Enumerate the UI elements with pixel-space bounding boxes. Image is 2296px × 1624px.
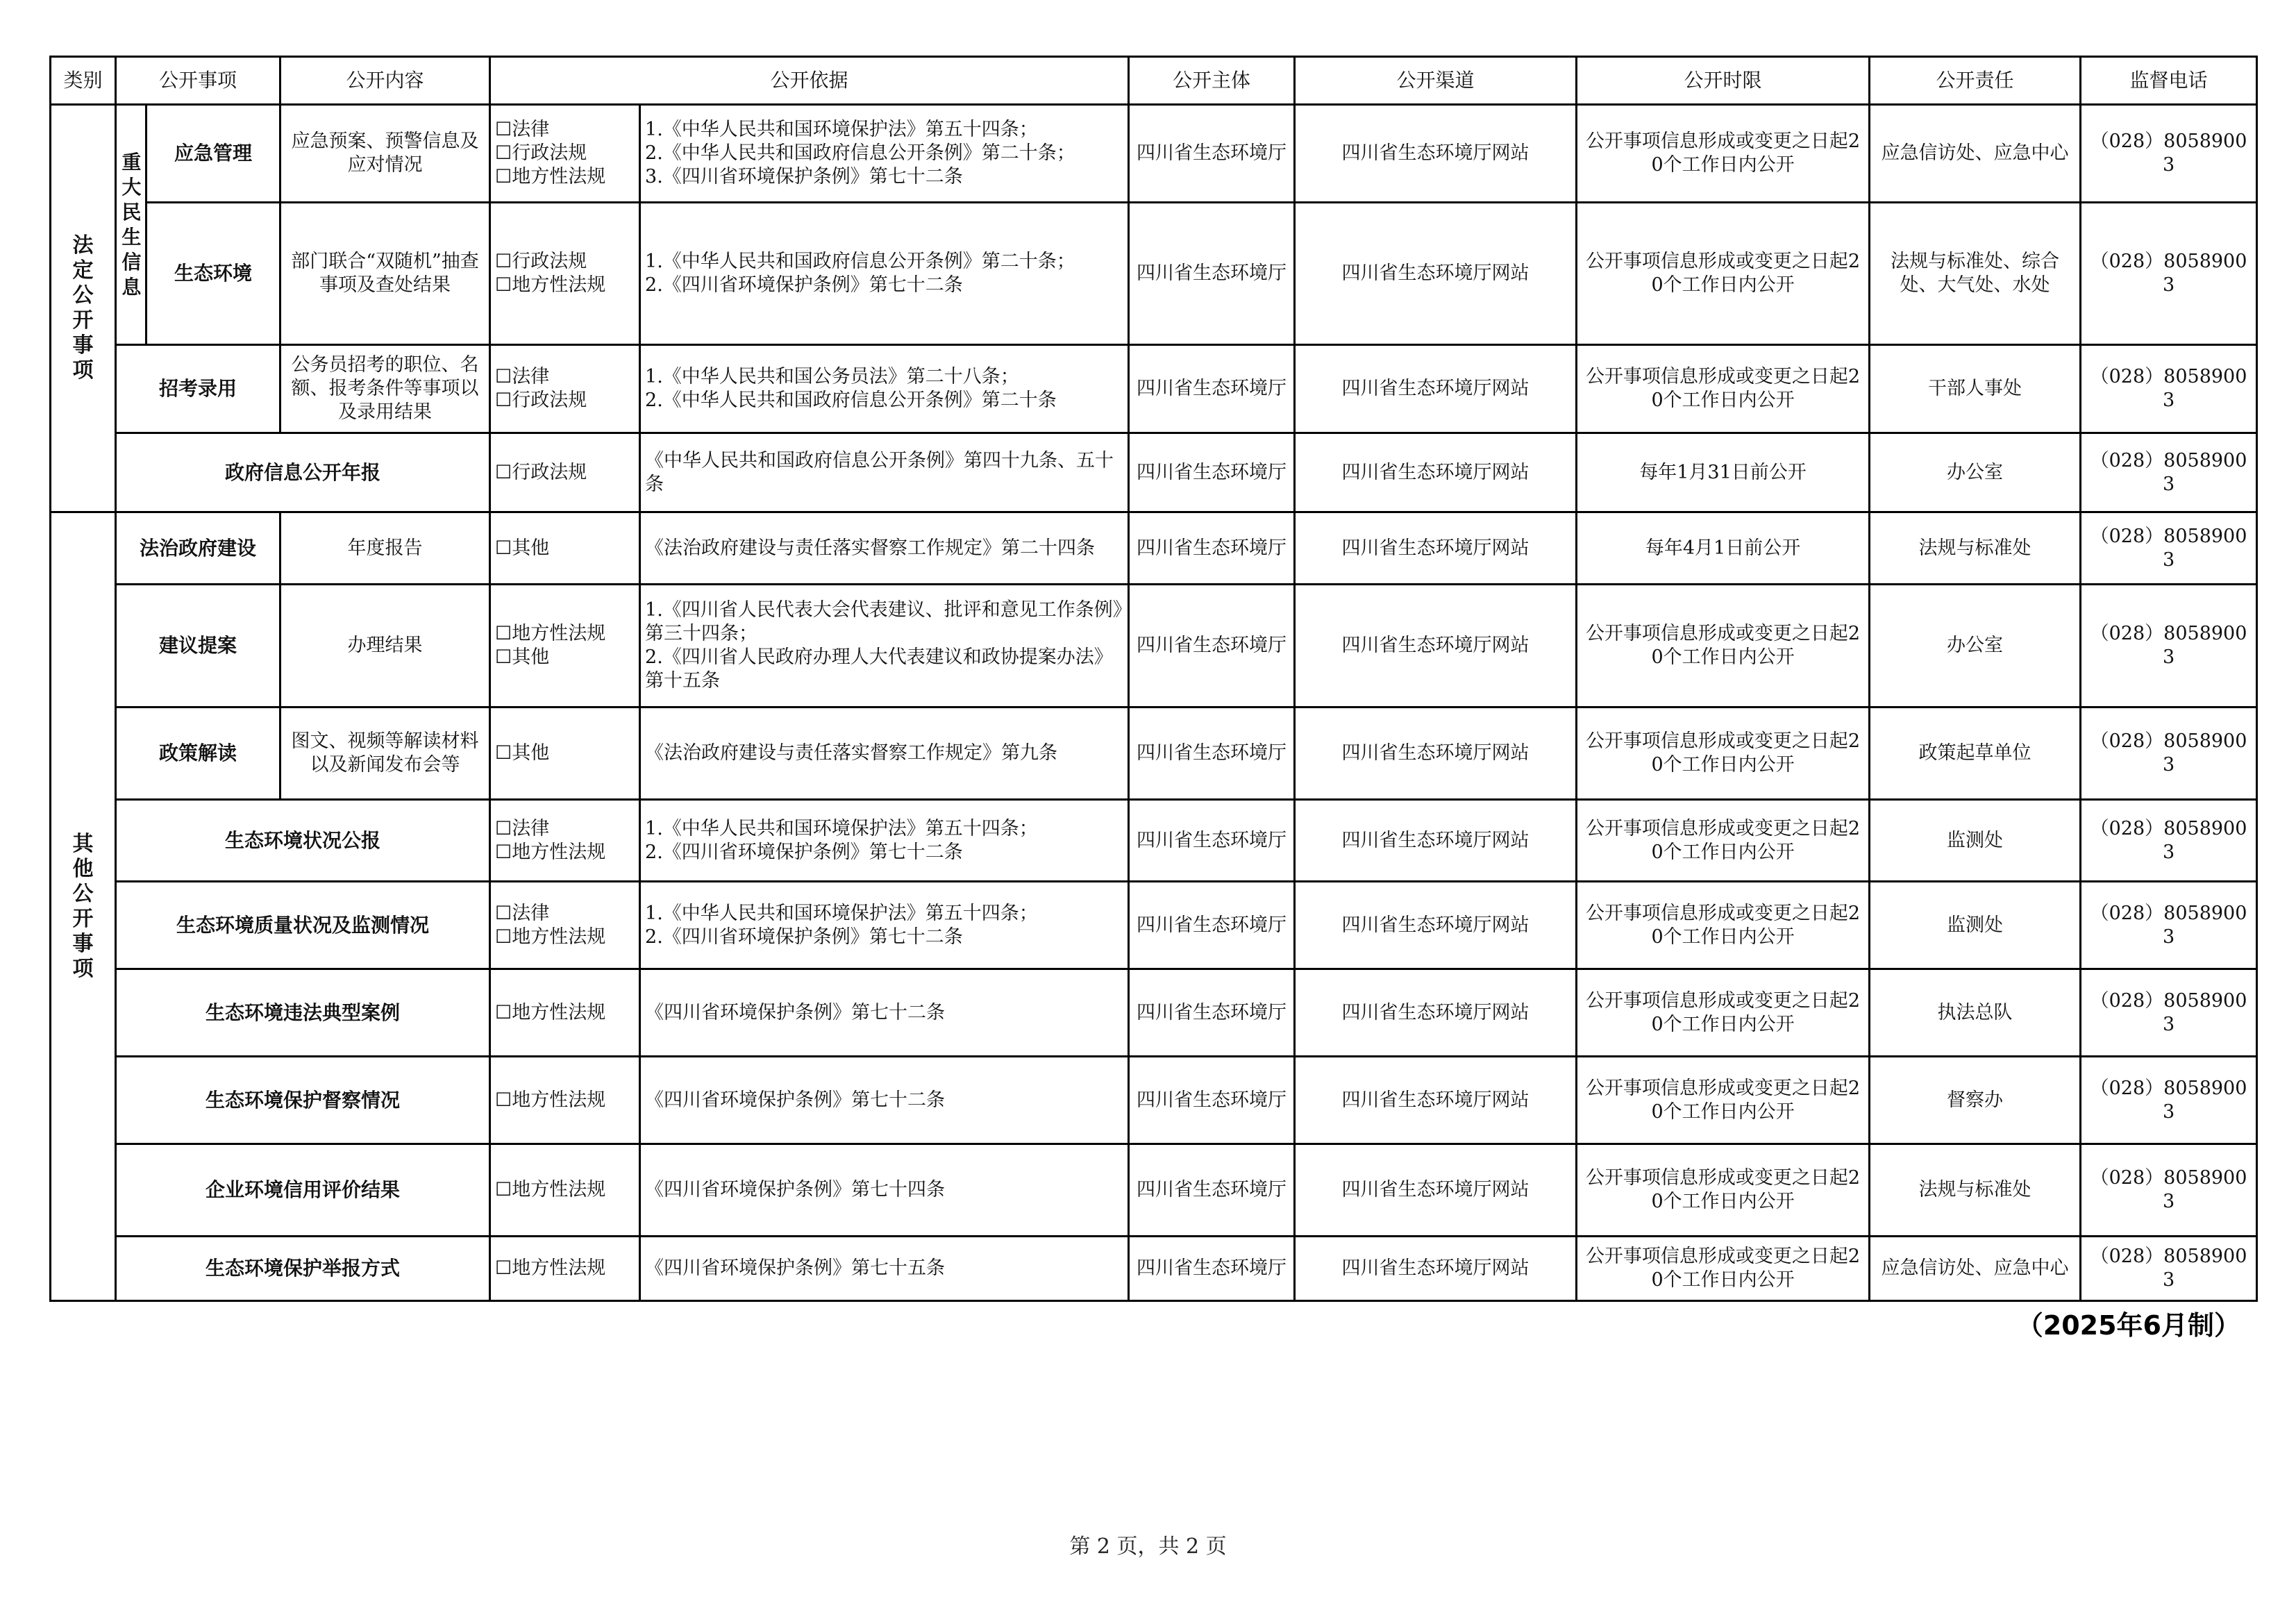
- time-limit-cell: 公开事项信息形成或变更之日起20个工作日内公开: [1577, 203, 1870, 345]
- item-cell: 招考录用: [116, 345, 280, 433]
- subject-cell: 四川省生态环境厅: [1129, 882, 1295, 969]
- phone-cell: （028）80589003: [2081, 882, 2257, 969]
- subject-cell: 四川省生态环境厅: [1129, 1057, 1295, 1144]
- channel-cell: 四川省生态环境厅网站: [1295, 800, 1577, 882]
- item-cell: 生态环境保护举报方式: [116, 1237, 490, 1301]
- item-cell: 建议提案: [116, 585, 280, 708]
- channel-cell: 四川省生态环境厅网站: [1295, 512, 1577, 585]
- header-category: 类别: [51, 57, 116, 105]
- header-time-limit: 公开时限: [1577, 57, 1870, 105]
- subject-cell: 四川省生态环境厅: [1129, 708, 1295, 800]
- subject-cell: 四川省生态环境厅: [1129, 433, 1295, 512]
- subject-cell: 四川省生态环境厅: [1129, 203, 1295, 345]
- basis-text-cell: 《四川省环境保护条例》第七十二条: [640, 969, 1129, 1057]
- header-responsible: 公开责任: [1870, 57, 2081, 105]
- item-cell: 法治政府建设: [116, 512, 280, 585]
- basis-text-cell: 《四川省环境保护条例》第七十四条: [640, 1144, 1129, 1237]
- subject-cell: 四川省生态环境厅: [1129, 800, 1295, 882]
- content-cell: 部门联合“双随机”抽查事项及查处结果: [280, 203, 490, 345]
- subject-cell: 四川省生态环境厅: [1129, 1237, 1295, 1301]
- responsible-cell: 办公室: [1870, 433, 2081, 512]
- basis-type-cell: ☐地方性法规: [490, 969, 640, 1057]
- responsible-cell: 干部人事处: [1870, 345, 2081, 433]
- basis-text-cell: 《法治政府建设与责任落实督察工作规定》第九条: [640, 708, 1129, 800]
- phone-cell: （028）80589003: [2081, 512, 2257, 585]
- phone-cell: （028）80589003: [2081, 203, 2257, 345]
- basis-text-cell: 1.《中华人民共和国环境保护法》第五十四条； 2.《中华人民共和国政府信息公开条例》第二十条； 3.《四川省环境保护条例》第七十二条: [640, 105, 1129, 203]
- content-cell: 办理结果: [280, 585, 490, 708]
- channel-cell: 四川省生态环境厅网站: [1295, 203, 1577, 345]
- basis-text-cell: 1.《中华人民共和国公务员法》第二十八条； 2.《中华人民共和国政府信息公开条例》第二十条: [640, 345, 1129, 433]
- responsible-cell: 应急信访处、应急中心: [1870, 1237, 2081, 1301]
- basis-type-cell: ☐地方性法规: [490, 1237, 640, 1301]
- responsible-cell: 督察办: [1870, 1057, 2081, 1144]
- time-limit-cell: 公开事项信息形成或变更之日起20个工作日内公开: [1577, 708, 1870, 800]
- basis-type-cell: ☐行政法规: [490, 433, 640, 512]
- basis-type-cell: ☐地方性法规: [490, 1144, 640, 1237]
- time-limit-cell: 每年1月31日前公开: [1577, 433, 1870, 512]
- group-major-livelihood: 重大民生信息: [116, 105, 146, 345]
- table-row: [51, 585, 2257, 708]
- phone-cell: （028）80589003: [2081, 1237, 2257, 1301]
- phone-cell: （028）80589003: [2081, 800, 2257, 882]
- time-limit-cell: 公开事项信息形成或变更之日起20个工作日内公开: [1577, 105, 1870, 203]
- channel-cell: 四川省生态环境厅网站: [1295, 1237, 1577, 1301]
- phone-cell: （028）80589003: [2081, 1057, 2257, 1144]
- item-cell: 生态环境质量状况及监测情况: [116, 882, 490, 969]
- channel-cell: 四川省生态环境厅网站: [1295, 708, 1577, 800]
- item-cell: 应急管理: [146, 105, 280, 203]
- compiled-date-note: （2025年6月制）: [2016, 1310, 2240, 1341]
- table-row: [51, 882, 2257, 969]
- item-cell: 生态环境: [146, 203, 280, 345]
- content-cell: 年度报告: [280, 512, 490, 585]
- basis-type-cell: ☐行政法规 ☐地方性法规: [490, 203, 640, 345]
- item-cell: 企业环境信用评价结果: [116, 1144, 490, 1237]
- channel-cell: 四川省生态环境厅网站: [1295, 433, 1577, 512]
- time-limit-cell: 公开事项信息形成或变更之日起20个工作日内公开: [1577, 1237, 1870, 1301]
- channel-cell: 四川省生态环境厅网站: [1295, 969, 1577, 1057]
- table-header-row: [51, 57, 2257, 105]
- page-number-footer: 第 2 页，共 2 页: [1069, 1534, 1227, 1559]
- basis-text-cell: 1.《中华人民共和国政府信息公开条例》第二十条； 2.《四川省环境保护条例》第七十二条: [640, 203, 1129, 345]
- subject-cell: 四川省生态环境厅: [1129, 585, 1295, 708]
- header-phone: 监督电话: [2081, 57, 2257, 105]
- phone-cell: （028）80589003: [2081, 345, 2257, 433]
- time-limit-cell: 每年4月1日前公开: [1577, 512, 1870, 585]
- table-row: [51, 345, 2257, 433]
- item-cell: 政策解读: [116, 708, 280, 800]
- responsible-cell: 办公室: [1870, 585, 2081, 708]
- phone-cell: （028）80589003: [2081, 969, 2257, 1057]
- table-row: [51, 1057, 2257, 1144]
- table-body: [51, 105, 2257, 1301]
- basis-text-cell: 《四川省环境保护条例》第七十二条: [640, 1057, 1129, 1144]
- phone-cell: （028）80589003: [2081, 1144, 2257, 1237]
- content-cell: 应急预案、预警信息及应对情况: [280, 105, 490, 203]
- category-statutory: 法定公开事项: [51, 105, 116, 512]
- header-content: 公开内容: [280, 57, 490, 105]
- subject-cell: 四川省生态环境厅: [1129, 512, 1295, 585]
- responsible-cell: 应急信访处、应急中心: [1870, 105, 2081, 203]
- content-cell: 图文、视频等解读材料以及新闻发布会等: [280, 708, 490, 800]
- basis-type-cell: ☐地方性法规 ☐其他: [490, 585, 640, 708]
- header-channel: 公开渠道: [1295, 57, 1577, 105]
- channel-cell: 四川省生态环境厅网站: [1295, 1144, 1577, 1237]
- basis-text-cell: 《四川省环境保护条例》第七十五条: [640, 1237, 1129, 1301]
- table-row: [51, 203, 2257, 345]
- subject-cell: 四川省生态环境厅: [1129, 105, 1295, 203]
- phone-cell: （028）80589003: [2081, 433, 2257, 512]
- responsible-cell: 执法总队: [1870, 969, 2081, 1057]
- responsible-cell: 法规与标准处: [1870, 512, 2081, 585]
- responsible-cell: 监测处: [1870, 882, 2081, 969]
- channel-cell: 四川省生态环境厅网站: [1295, 585, 1577, 708]
- document-sheet: [49, 56, 2256, 1302]
- basis-type-cell: ☐法律 ☐行政法规 ☐地方性法规: [490, 105, 640, 203]
- table-row: [51, 969, 2257, 1057]
- basis-text-cell: 《中华人民共和国政府信息公开条例》第四十九条、五十条: [640, 433, 1129, 512]
- basis-type-cell: ☐地方性法规: [490, 1057, 640, 1144]
- responsible-cell: 政策起草单位: [1870, 708, 2081, 800]
- item-cell: 政府信息公开年报: [116, 433, 490, 512]
- table-row: [51, 512, 2257, 585]
- basis-type-cell: ☐法律 ☐行政法规: [490, 345, 640, 433]
- category-other: 其他公开事项: [51, 512, 116, 1301]
- table-row: [51, 708, 2257, 800]
- disclosure-table: [49, 56, 2258, 1302]
- channel-cell: 四川省生态环境厅网站: [1295, 882, 1577, 969]
- phone-cell: （028）80589003: [2081, 708, 2257, 800]
- basis-text-cell: 1.《中华人民共和国环境保护法》第五十四条； 2.《四川省环境保护条例》第七十二条: [640, 800, 1129, 882]
- subject-cell: 四川省生态环境厅: [1129, 1144, 1295, 1237]
- time-limit-cell: 公开事项信息形成或变更之日起20个工作日内公开: [1577, 1057, 1870, 1144]
- item-cell: 生态环境状况公报: [116, 800, 490, 882]
- table-row: [51, 800, 2257, 882]
- table-row: [51, 105, 2257, 203]
- item-cell: 生态环境保护督察情况: [116, 1057, 490, 1144]
- basis-text-cell: 《法治政府建设与责任落实督察工作规定》第二十四条: [640, 512, 1129, 585]
- phone-cell: （028）80589003: [2081, 585, 2257, 708]
- responsible-cell: 法规与标准处: [1870, 1144, 2081, 1237]
- table-row: [51, 433, 2257, 512]
- responsible-cell: 法规与标准处、综合处、大气处、水处: [1870, 203, 2081, 345]
- basis-type-cell: ☐其他: [490, 708, 640, 800]
- table-row: [51, 1144, 2257, 1237]
- channel-cell: 四川省生态环境厅网站: [1295, 1057, 1577, 1144]
- subject-cell: 四川省生态环境厅: [1129, 345, 1295, 433]
- header-basis: 公开依据: [490, 57, 1129, 105]
- basis-type-cell: ☐法律 ☐地方性法规: [490, 882, 640, 969]
- time-limit-cell: 公开事项信息形成或变更之日起20个工作日内公开: [1577, 585, 1870, 708]
- time-limit-cell: 公开事项信息形成或变更之日起20个工作日内公开: [1577, 800, 1870, 882]
- basis-type-cell: ☐其他: [490, 512, 640, 585]
- responsible-cell: 监测处: [1870, 800, 2081, 882]
- item-cell: 生态环境违法典型案例: [116, 969, 490, 1057]
- phone-cell: （028）80589003: [2081, 105, 2257, 203]
- basis-text-cell: 1.《四川省人民代表大会代表建议、批评和意见工作条例》第三十四条； 2.《四川省人民政府办理人大代表建议和政协提案办法》第十五条: [640, 585, 1129, 708]
- header-item: 公开事项: [116, 57, 280, 105]
- header-subject: 公开主体: [1129, 57, 1295, 105]
- time-limit-cell: 公开事项信息形成或变更之日起20个工作日内公开: [1577, 882, 1870, 969]
- time-limit-cell: 公开事项信息形成或变更之日起20个工作日内公开: [1577, 1144, 1870, 1237]
- time-limit-cell: 公开事项信息形成或变更之日起20个工作日内公开: [1577, 345, 1870, 433]
- table-row: [51, 1237, 2257, 1301]
- channel-cell: 四川省生态环境厅网站: [1295, 105, 1577, 203]
- time-limit-cell: 公开事项信息形成或变更之日起20个工作日内公开: [1577, 969, 1870, 1057]
- subject-cell: 四川省生态环境厅: [1129, 969, 1295, 1057]
- basis-text-cell: 1.《中华人民共和国环境保护法》第五十四条； 2.《四川省环境保护条例》第七十二条: [640, 882, 1129, 969]
- content-cell: 公务员招考的职位、名额、报考条件等事项以及录用结果: [280, 345, 490, 433]
- channel-cell: 四川省生态环境厅网站: [1295, 345, 1577, 433]
- basis-type-cell: ☐法律 ☐地方性法规: [490, 800, 640, 882]
